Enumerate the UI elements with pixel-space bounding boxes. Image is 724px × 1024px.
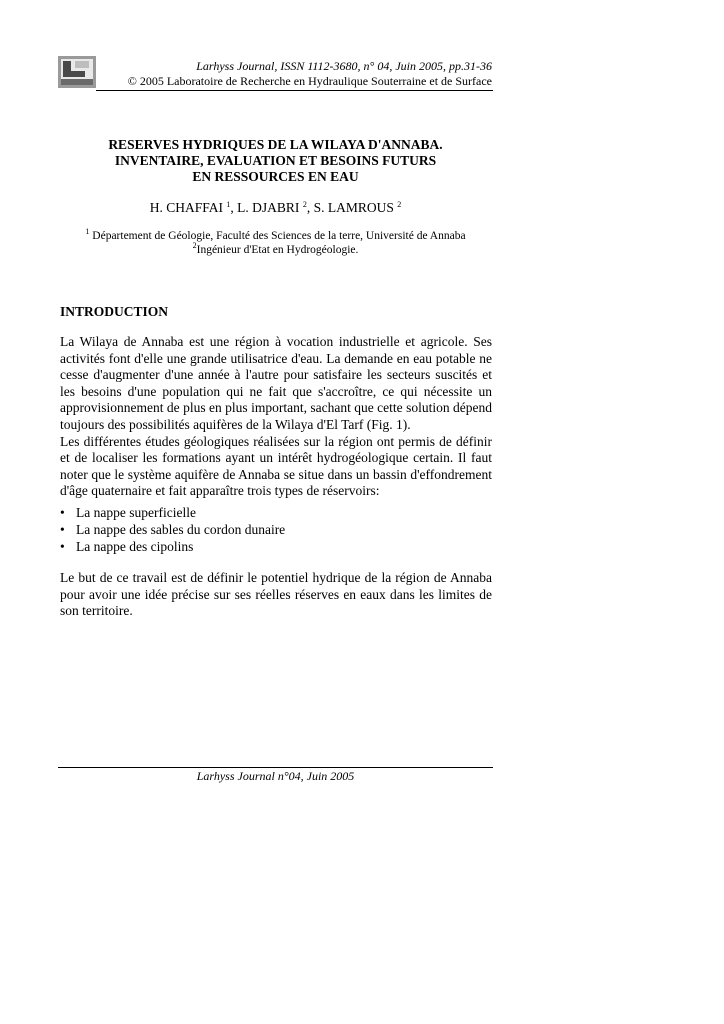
- author-name: H. CHAFFAI: [149, 200, 224, 215]
- journal-citation: Larhyss Journal, ISSN 1112-3680, n° 04, Juin 2005, pp.31-36: [196, 59, 492, 73]
- introduction-conclusion: [60, 570, 492, 620]
- list-item: • La nappe des sables du cordon dunaire: [60, 522, 285, 539]
- author-affiliation-mark: 1: [226, 200, 231, 209]
- affiliation-text: Ingénieur d'Etat en Hydrogéologie.: [196, 244, 359, 256]
- author-name: S. LAMROUS: [313, 200, 394, 215]
- affiliation-mark: 1: [85, 227, 90, 236]
- reservoir-list: [60, 505, 285, 555]
- author-affiliation-mark: 2: [397, 200, 402, 209]
- list-item: • La nappe superficielle: [60, 505, 285, 522]
- copyright-line: © 2005 Laboratoire de Recherche en Hydraulique Souterraine et de Surface: [127, 74, 492, 88]
- paragraph-2: Les différentes études géologiques réalisées sur la région ont permis de définir et de localiser les formations ayant un intérêt hydrogéologique certain. Il faut noter que le système aquifère de Annaba se situe dans un bassin d'effondrement d'âge quaternaire et fait apparaître trois types de réservoirs:: [60, 433, 492, 499]
- author-list: [58, 200, 493, 216]
- section-heading: INTRODUCTION: [60, 304, 169, 319]
- title-line-1: RESERVES HYDRIQUES DE LA WILAYA D'ANNABA.: [108, 137, 443, 152]
- paper-title: [58, 137, 493, 185]
- author-affiliation-mark: 2: [302, 200, 307, 209]
- paragraph-1: La Wilaya de Annaba est une région à vocation industrielle et agricole. Ses activités font d'elle une grande utilisatrice d'eau. La demande en eau potable ne cesse d'augmenter d'une année à l'autre pour satisfaire les secteurs suscités et les besoins d'une population qui ne fait que s'accroître, ce qui nécessite un approvisionnement de plus en plus important, sachant que cette solution dépend toujours des possibilités aquifères de la Wilaya d'El Tarf (Fig. 1).: [60, 334, 492, 432]
- footer-divider: [58, 767, 493, 768]
- author-separator: ,: [230, 200, 238, 215]
- title-line-3: EN RESSOURCES EN EAU: [192, 169, 359, 184]
- affiliation-1: [58, 229, 493, 243]
- header-divider: [96, 90, 493, 91]
- affiliations: [58, 229, 493, 257]
- running-header: [96, 59, 492, 89]
- title-line-2: INVENTAIRE, EVALUATION ET BESOINS FUTURS: [114, 153, 437, 168]
- affiliation-mark: 2: [192, 241, 197, 250]
- introduction-body: [60, 334, 492, 500]
- journal-logo: [58, 56, 96, 88]
- affiliation-text: Département de Géologie, Faculté des Sciences de la terre, Université de Annaba: [92, 230, 466, 242]
- list-item: • La nappe des cipolins: [60, 539, 285, 556]
- running-footer: Larhyss Journal n°04, Juin 2005: [196, 769, 355, 783]
- author-name: L. DJABRI: [237, 200, 300, 215]
- affiliation-2: [58, 243, 493, 257]
- paragraph-3: Le but de ce travail est de définir le potentiel hydrique de la région de Annaba pour avoir une idée précise sur ses réelles réserves en eaux dans les limites de son territoire.: [60, 570, 492, 619]
- author-separator: ,: [306, 200, 314, 215]
